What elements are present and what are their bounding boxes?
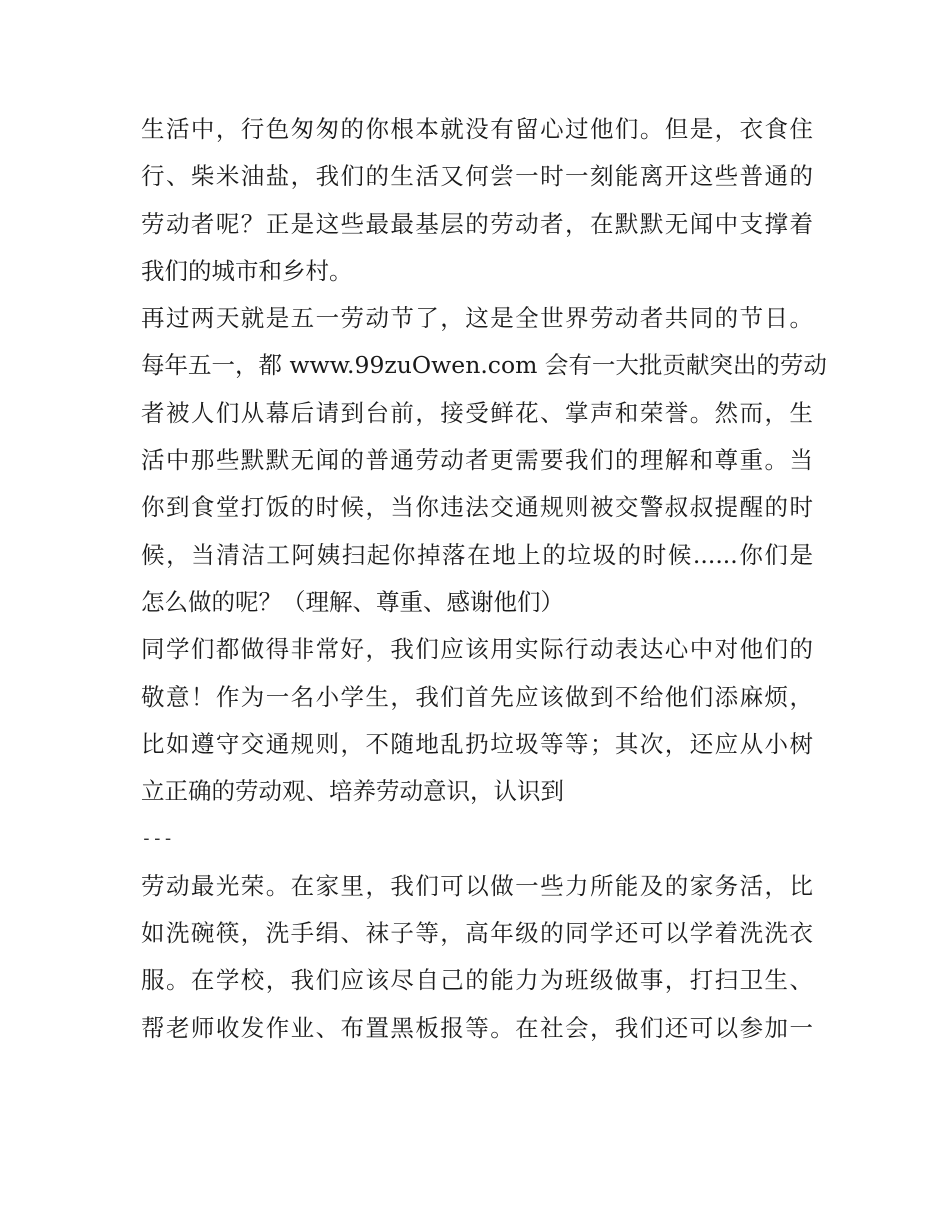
text-line: 比如遵守交通规则，不随地乱扔垃圾等等；其次，还应从小树 xyxy=(141,729,813,758)
text-line: 你到食堂打饭的时候，当你违法交通规则被交警叔叔提醒的时 xyxy=(141,493,813,522)
text-line: 候，当清洁工阿姨扫起你掉落在地上的垃圾的时候......你们是 xyxy=(141,540,813,569)
text-line: 帮老师收发作业、布置黑板报等。在社会，我们还可以参加一 xyxy=(141,1013,813,1042)
document-body xyxy=(141,106,827,1052)
text-line: 生活中，行色匆匆的你根本就没有留心过他们。但是，衣食住 xyxy=(141,115,813,143)
text-line: 每年五一，都 www.99zuOwen.com 会有一大批贡献突出的劳动 xyxy=(141,351,827,380)
text-line: 敬意！作为一名小学生，我们首先应该做到不给他们添麻烦， xyxy=(141,682,813,711)
text-line: 怎么做的呢？（理解、尊重、感谢他们） xyxy=(141,587,564,616)
text-line: 我们的城市和乡村。 xyxy=(141,256,353,285)
text-line: 立正确的劳动观、培养劳动意识，认识到 xyxy=(141,777,564,806)
text-line: 行、柴米油盐，我们的生活又何尝一时一刻能离开这些普通的 xyxy=(141,162,813,191)
text-line: 劳动最光荣。在家里，我们可以做一些力所能及的家务活，比 xyxy=(141,871,813,900)
text-line: 再过两天就是五一劳动节了，这是全世界劳动者共同的节日。 xyxy=(141,304,813,333)
text-line: 劳动者呢？正是这些最最基层的劳动者，在默默无闻中支撑着 xyxy=(141,209,813,238)
text-line: 如洗碗筷，洗手绢、袜子等，高年级的同学还可以学着洗洗衣 xyxy=(141,919,813,948)
page-separator: --- xyxy=(141,828,174,850)
text-line: 服。在学校，我们应该尽自己的能力为班级做事，打扫卫生、 xyxy=(141,966,813,995)
text-line: 活中那些默默无闻的普通劳动者更需要我们的理解和尊重。当 xyxy=(141,446,813,475)
text-line: 同学们都做得非常好，我们应该用实际行动表达心中对他们的 xyxy=(141,635,813,664)
text-line: 者被人们从幕后请到台前，接受鲜花、掌声和荣誉。然而，生 xyxy=(141,398,813,427)
